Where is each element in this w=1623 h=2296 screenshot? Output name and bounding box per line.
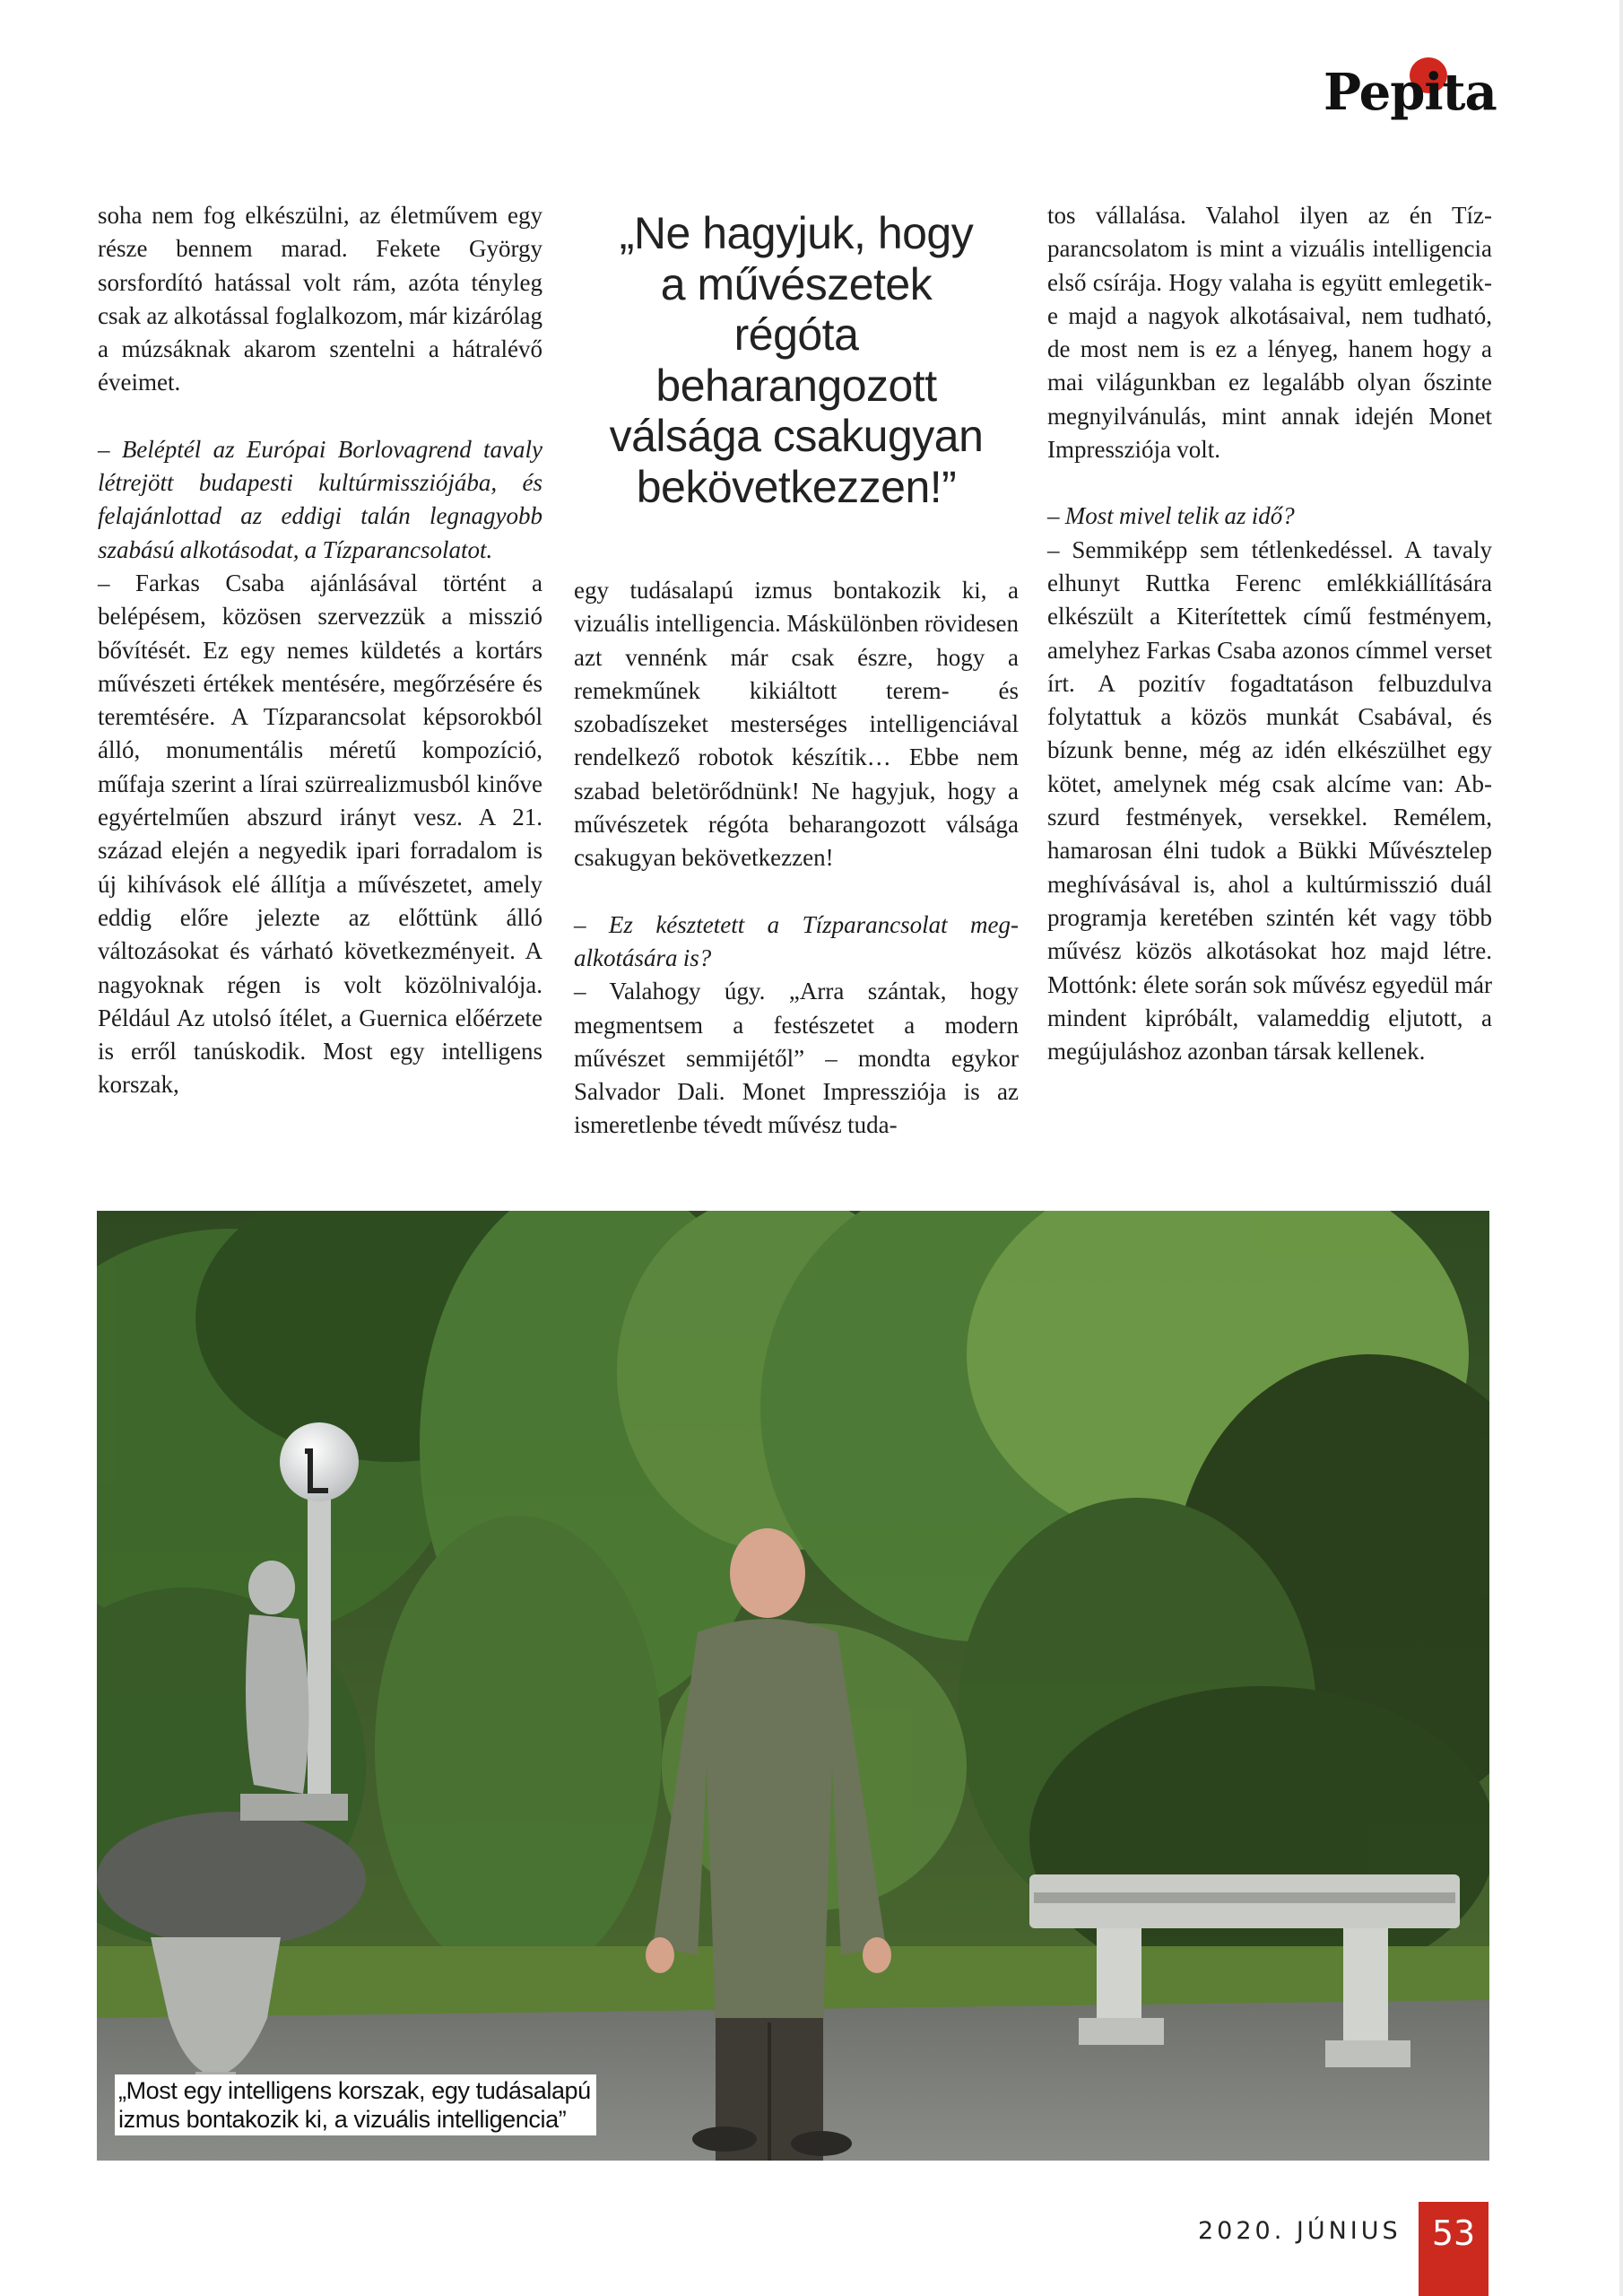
logo-text: Pepita: [1324, 63, 1497, 122]
paragraph: egy tudásalapú izmus bontakozik ki, a vizuális intelligencia. Máskülönben rövidesen azt vennénk már csak észre, hogy a remekműnek kikiáltott terem- és szobadíszeket mesterséges intelligenciával rendelkező robotok készítik… Ebbe nem szabad beletörődnünk! Ne hagyjuk, hogy a művészetek régóta beharangozott válsága csakugyan bekövetkezzen!: [574, 577, 1019, 872]
paragraph: – Farkas Csaba ajánlásával történt a belépésem, közösen szervezzük a misszió bővítését. Ez egy nemes küldetés a kortárs művészeti értékek mentésére, megőrzésére és teremtésére. A Tízparancsolat képsorokból álló, monumentális méretű kompozíció, műfaja szerint a lírai szürrealizmusból kinőve egyértelműen abszurd irányt vesz. A 21. század elején a negyedik ipari forradalom is új kihívások elé állítja a művészetet, amely eddig előre jelezte az előttünk álló változásokat és várható következményeit. A nagyoknak régen is volt közölnivalója. Például Az utolsó ítélet, a Guernica előérzete is erről tanúskodik. Most egy intelligens korszak,: [98, 569, 542, 1099]
article-column-2: [574, 199, 1019, 1143]
interview-question: – Most mivel telik az idő?: [1047, 502, 1295, 530]
photo-illustration: [97, 1211, 1489, 2161]
interview-question: – Beléptél az Európai Borlovagrend tavaly létrejött budapesti kultúrmissziójába, és felajánlottad az eddigi talán legnagyobb szabású alkotásodat, a Tízparancsolatot.: [98, 435, 542, 563]
interview-question: – Ez késztetett a Tízparancsolat megalkotására is?: [574, 910, 1019, 971]
paragraph: soha nem fog elkészülni, az életművem egy része bennem marad. Fekete György sorsfordító hatással volt rám, azóta tényleg csak az alkotással foglalkozom, már kizárólag a múzsáknak akarom szentelni a hátralévő éveimet.: [98, 202, 542, 396]
article-column-1: [98, 199, 542, 1102]
article-column-3: [1047, 199, 1492, 1068]
pull-quote-line: bekövetkezzen!”: [636, 461, 957, 512]
pull-quote-line: beharangozott: [655, 360, 937, 411]
pull-quote-line: régóta: [733, 309, 859, 360]
page-number: 53: [1419, 2202, 1488, 2296]
paragraph: tos vállalása. Valahol ilyen az én Tízparancsolatom is mint a vizuális intelligencia első csírája. Hogy valaha is együtt emlegetik-e majd a nagyok alkotásaival, nem tudható, de most nem is ez a lényeg, hanem hogy a mai világunkban ez legalább olyan őszinte megnyilvánulás, mint annak idején Monet Impressziója volt.: [1047, 202, 1492, 464]
pull-quote-line: „Ne hagyjuk, hogy: [619, 208, 974, 258]
paragraph: – Valahogy úgy. „Arra szántak, hogy megmentsem a festészetet a modern művészet semmijétől” – mondta egykor Salvador Dali. Monet Impressziója is az ismeretlenbe tévedt művész tuda-: [574, 978, 1019, 1139]
rock: [97, 1812, 366, 1946]
caption-line: „Most egy intelligens korszak, egy tudásalapú: [118, 2077, 591, 2104]
photo-caption: [115, 2074, 596, 2135]
paragraph: – Semmiképp sem tétlenkedéssel. A tavaly elhunyt Ruttka Ferenc emlékkiállítására elkészült a Kiterítettek című festményem, amelyhez Farkas Csaba azonos címmel verset írt. A pozitív fogadtatáson felbuzdulva folytattuk a közös munkát Csabával, és bízunk benne, még az idén elkészülhet egy kötet, amelynek még csak alcíme van: Abszurd festmények, versekkel. Remélem, hamarosan élni tudok a Bükki Művésztelep meghívásával is, ahol a kultúrmisszió duál programja keretében szintén két vagy több művész közös alkotásokat hoz majd létre. Mottónk: élete során sok művész egyedül már mindent kipróbált, valameddig eljutott, a megújuláshoz azonban társak kellenek.: [1047, 535, 1492, 1065]
garden-portrait-photo: [97, 1211, 1489, 2161]
pull-quote-line: a művészetek: [660, 258, 933, 309]
issue-date: 2020. JÚNIUS: [1198, 2217, 1402, 2245]
pull-quote-line: válsága csakugyan: [609, 411, 984, 461]
caption-line: izmus bontakozik ki, a vizuális intelligencia”: [118, 2106, 567, 2133]
magazine-logo: [1324, 52, 1503, 133]
page-edge: [1619, 0, 1623, 2296]
